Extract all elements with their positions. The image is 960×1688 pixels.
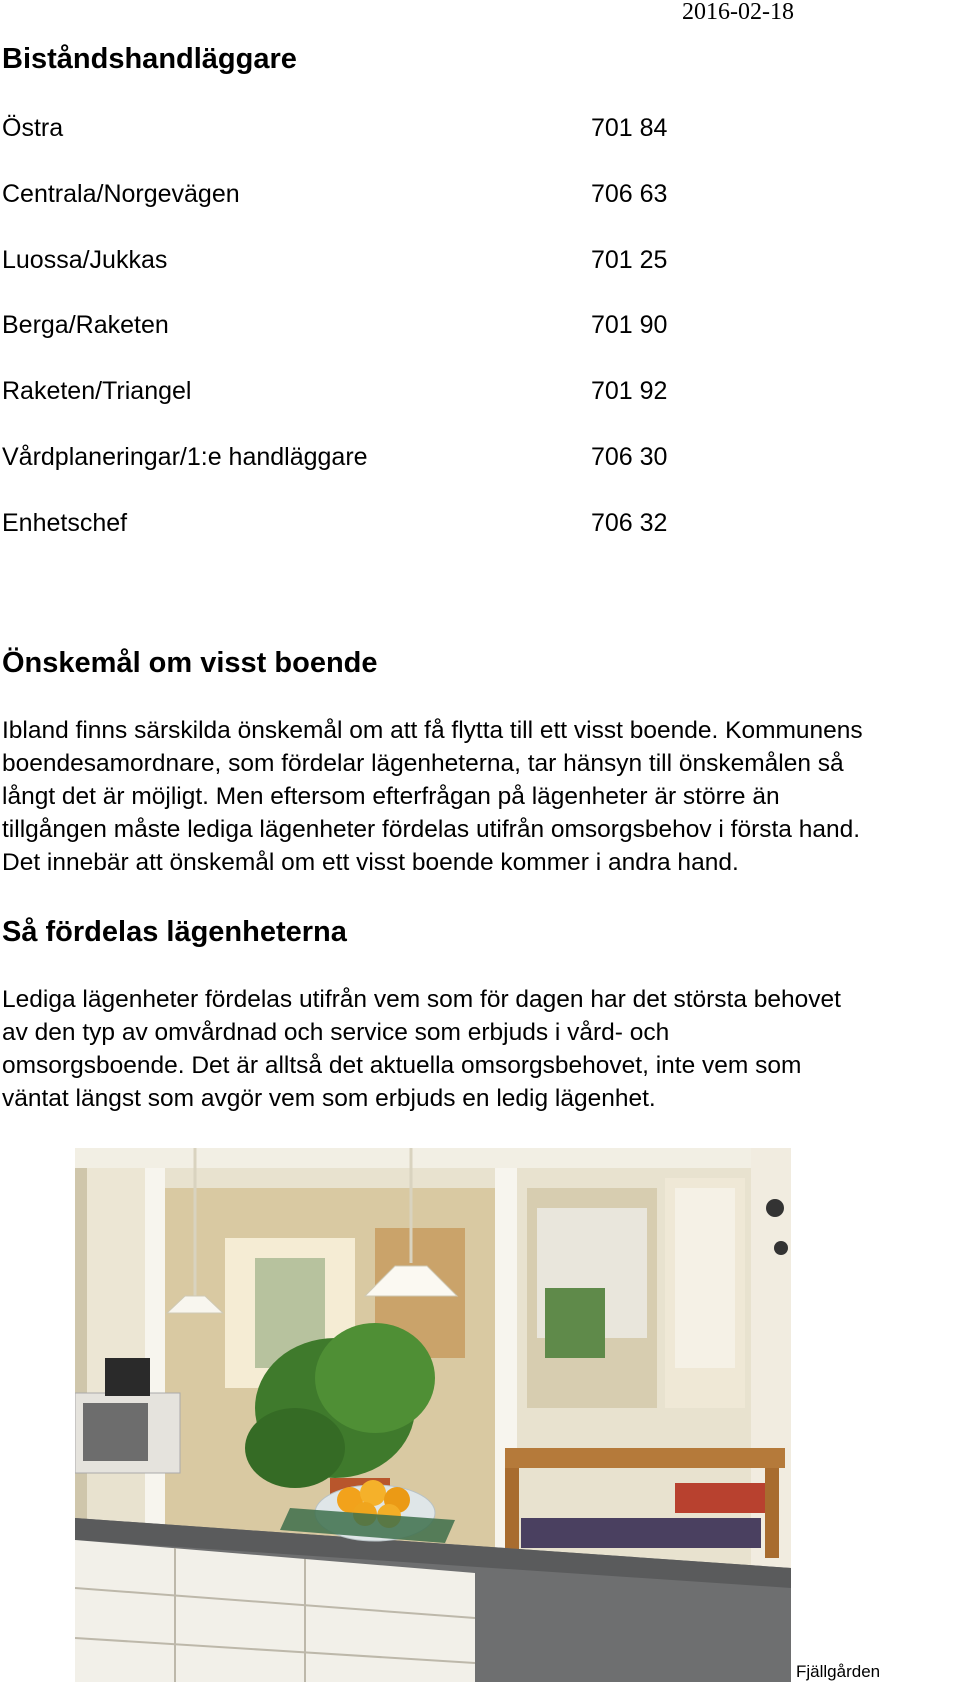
- contact-number: 701 90: [591, 311, 668, 339]
- contact-number: 701 84: [591, 114, 668, 142]
- contact-name: Berga/Raketen: [2, 311, 169, 339]
- photo-caption: Fjällgården: [796, 1662, 881, 1681]
- kitchen-photo: [75, 1148, 791, 1682]
- paragraph-wishes: [2, 714, 952, 879]
- paragraph-line: Det innebär att önskemål om ett visst boende kommer i andra hand.: [2, 849, 739, 876]
- document-date: 2016-02-18: [682, 0, 794, 25]
- contact-name: Enhetschef: [2, 509, 128, 537]
- paragraph-allocation: [2, 983, 952, 1115]
- contact-name: Östra: [2, 114, 64, 142]
- paragraph-line: omsorgsboende. Det är alltså det aktuella omsorgsbehovet, inte vem som: [2, 1052, 802, 1079]
- paragraph-line: av den typ av omvårdnad och service som erbjuds i vård- och: [2, 1019, 670, 1046]
- paragraph-line: tillgången måste lediga lägenheter fördelas utifrån omsorgsbehov i första hand.: [2, 816, 861, 843]
- contact-number: 706 63: [591, 180, 668, 208]
- paragraph-line: boendesamordnare, som fördelar lägenheterna, tar hänsyn till önskemålen så: [2, 750, 844, 777]
- contacts-heading: Biståndshandläggare: [2, 43, 297, 75]
- contact-number: 701 92: [591, 377, 668, 405]
- paragraph-line: långt det är möjligt. Men eftersom efterfrågan på lägenheter är större än: [2, 783, 780, 810]
- paragraph-line: väntat längst som avgör vem som erbjuds en ledig lägenhet.: [2, 1085, 656, 1112]
- contact-name: Centrala/Norgevägen: [2, 180, 240, 208]
- contact-name: Raketen/Triangel: [2, 377, 192, 405]
- contact-name: Vårdplaneringar/1:e handläggare: [2, 443, 368, 471]
- section-heading-wishes: Önskemål om visst boende: [2, 647, 378, 679]
- contact-number: 706 30: [591, 443, 668, 471]
- contact-number: 701 25: [591, 246, 668, 274]
- contact-number: 706 32: [591, 509, 668, 537]
- paragraph-line: Lediga lägenheter fördelas utifrån vem som för dagen har det största behovet: [2, 986, 841, 1013]
- contact-name: Luossa/Jukkas: [2, 246, 168, 274]
- section-heading-allocation: Så fördelas lägenheterna: [2, 916, 347, 948]
- paragraph-line: Ibland finns särskilda önskemål om att få flytta till ett visst boende. Kommunens: [2, 717, 863, 744]
